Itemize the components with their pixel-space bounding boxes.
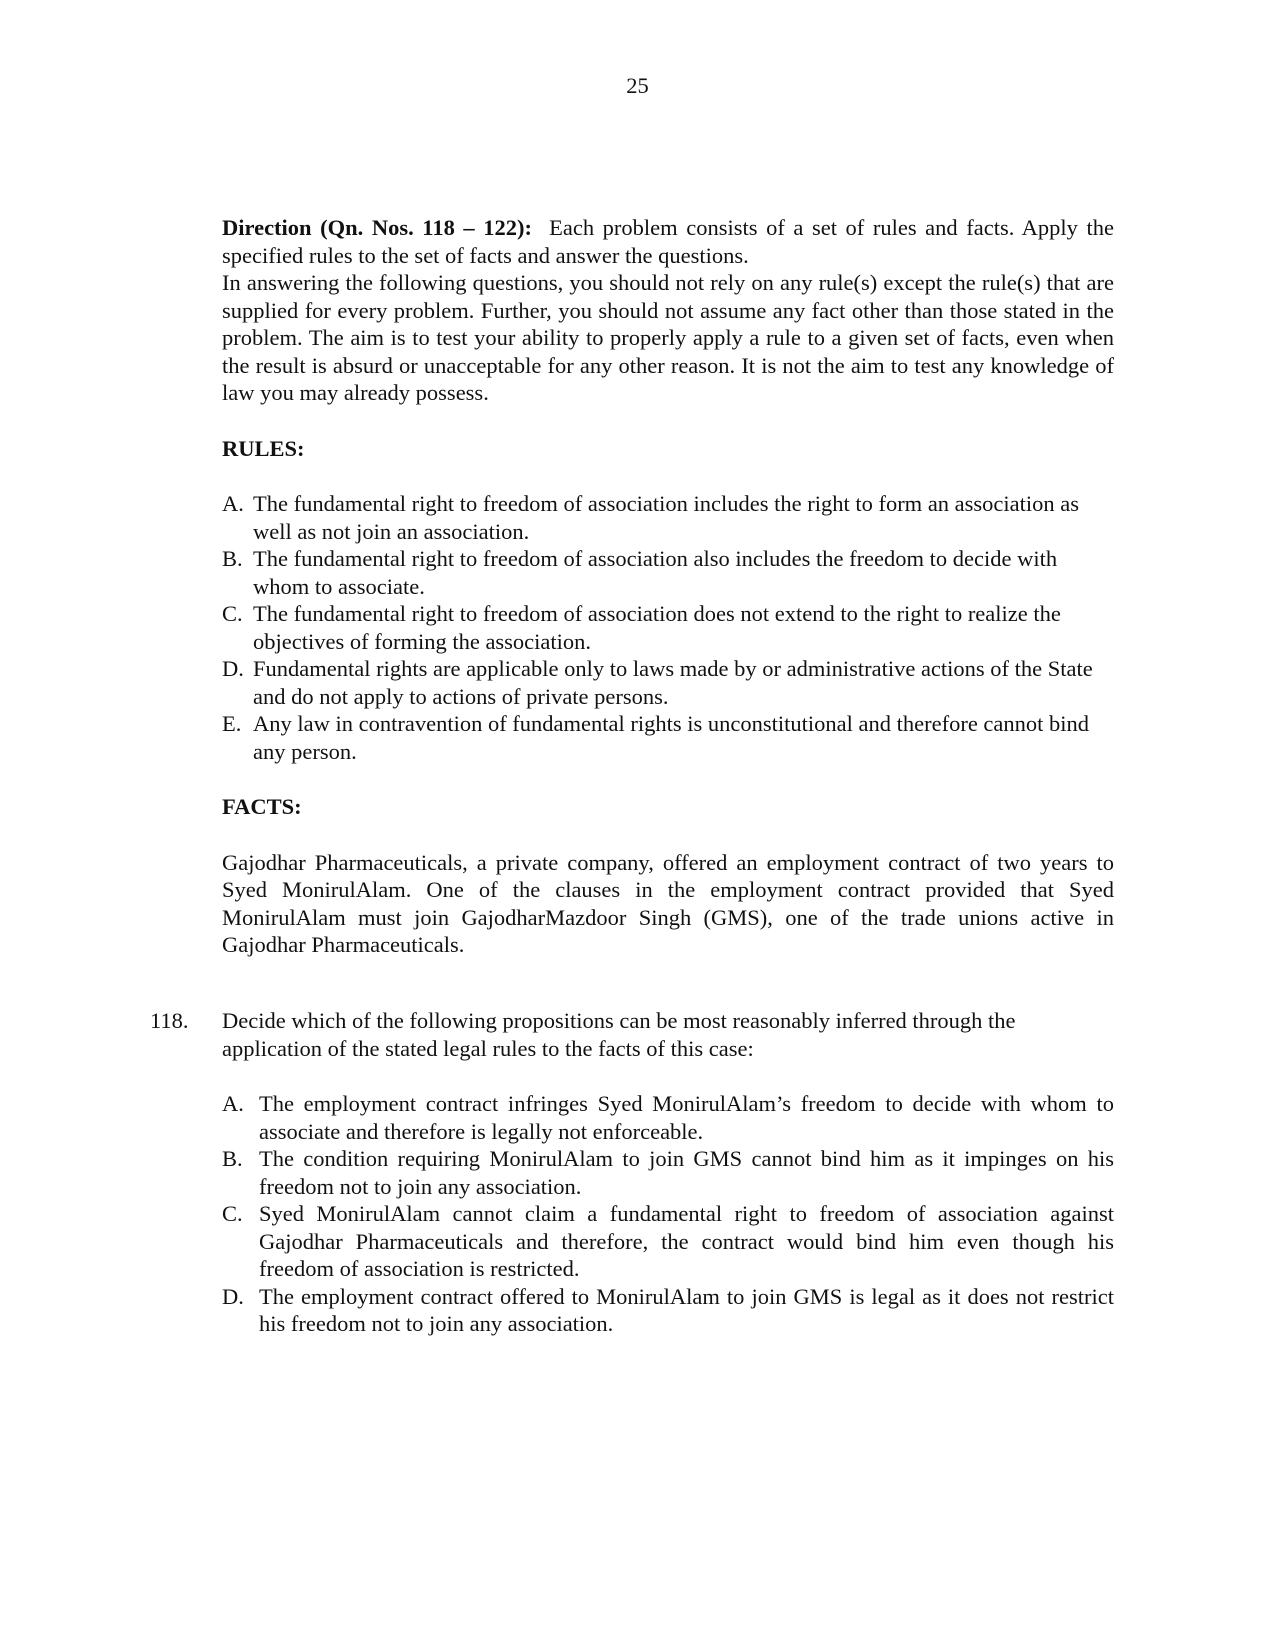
rule-text: The fundamental right to freedom of association also includes the freedom to decide with whom to associate. xyxy=(253,546,1058,599)
question-number: 118. xyxy=(150,1008,189,1033)
rule-item xyxy=(222,710,1114,765)
rule-item xyxy=(222,545,1114,600)
option-text: The employment contract infringes Syed MonirulAlam’s freedom to decide with whom to associate and therefore is legally not enforceable. xyxy=(259,1091,1114,1144)
rule-marker: A. xyxy=(222,491,244,516)
page-number: 25 xyxy=(626,73,649,98)
rule-item xyxy=(222,600,1114,655)
option-text: The employment contract offered to MonirulAlam to join GMS is legal as it does not restrict his freedom not to join any association. xyxy=(259,1283,1114,1336)
rule-text: Fundamental rights are applicable only to laws made by or administrative actions of the State and do not apply to actions of private persons. xyxy=(253,656,1093,709)
option-marker: A. xyxy=(222,1091,244,1116)
problem-content xyxy=(222,214,1114,959)
rule-text: The fundamental right to freedom of association does not extend to the right to realize the objectives of forming the association. xyxy=(253,601,1061,654)
answer-option[interactable] xyxy=(222,1145,1114,1200)
option-marker: C. xyxy=(222,1201,243,1226)
rules-list xyxy=(222,490,1114,765)
rule-text: The fundamental right to freedom of association includes the right to form an association as well as not join an association. xyxy=(253,491,1080,544)
direction-body: In answering the following questions, you should not rely on any rule(s) except the rule(s) that are supplied for every problem. Further, you should not assume any fact other than those stated in the problem. The aim is to test your ability to properly apply a rule to a given set of facts, even when the result is absurd or unacceptable for any other reason. It is not the aim to test any knowledge of law you may already possess. xyxy=(222,270,1114,405)
answer-option[interactable] xyxy=(222,1090,1114,1145)
option-marker: B. xyxy=(222,1146,243,1171)
facts-heading: FACTS: xyxy=(222,794,302,819)
question-118 xyxy=(150,1007,1114,1338)
facts-text: Gajodhar Pharmaceuticals, a private company, offered an employment contract of two years to Syed MonirulAlam. One of the clauses in the employment contract provided that Syed MonirulAlam must join GajodharMazdoor Singh (GMS), one of the trade unions active in Gajodhar Pharmaceuticals. xyxy=(222,849,1114,957)
rules-heading: RULES: xyxy=(222,435,305,461)
rule-marker: C. xyxy=(222,601,243,626)
question-stem: Decide which of the following propositions can be most reasonably inferred through the application of the stated legal rules to the facts of this case: xyxy=(222,1008,1016,1061)
rule-item xyxy=(222,490,1114,545)
direction-paragraph xyxy=(222,214,1114,269)
rule-text: Any law in contravention of fundamental rights is unconstitutional and therefore cannot bind any person. xyxy=(253,711,1090,764)
rule-marker: B. xyxy=(222,546,243,571)
rule-marker: D. xyxy=(222,656,244,681)
rule-marker: E. xyxy=(222,711,242,736)
answer-option[interactable] xyxy=(222,1283,1114,1338)
option-text: The condition requiring MonirulAlam to join GMS cannot bind him as it impinges on his freedom not to join any association. xyxy=(259,1146,1114,1199)
direction-label: Direction (Qn. Nos. 118 – 122): xyxy=(222,215,532,240)
rule-item xyxy=(222,655,1114,710)
direction-intro: Each problem consists of a set of rules and facts. Apply the specified rules to the set of facts and answer the questions. xyxy=(222,215,1114,268)
option-marker: D. xyxy=(222,1283,244,1309)
answer-option[interactable] xyxy=(222,1200,1114,1283)
option-text: Syed MonirulAlam cannot claim a fundamental right to freedom of association against Gajodhar Pharmaceuticals and therefore, the contract would bind him even though his freedom of association is restricted. xyxy=(259,1201,1114,1281)
answer-options xyxy=(222,1090,1114,1338)
